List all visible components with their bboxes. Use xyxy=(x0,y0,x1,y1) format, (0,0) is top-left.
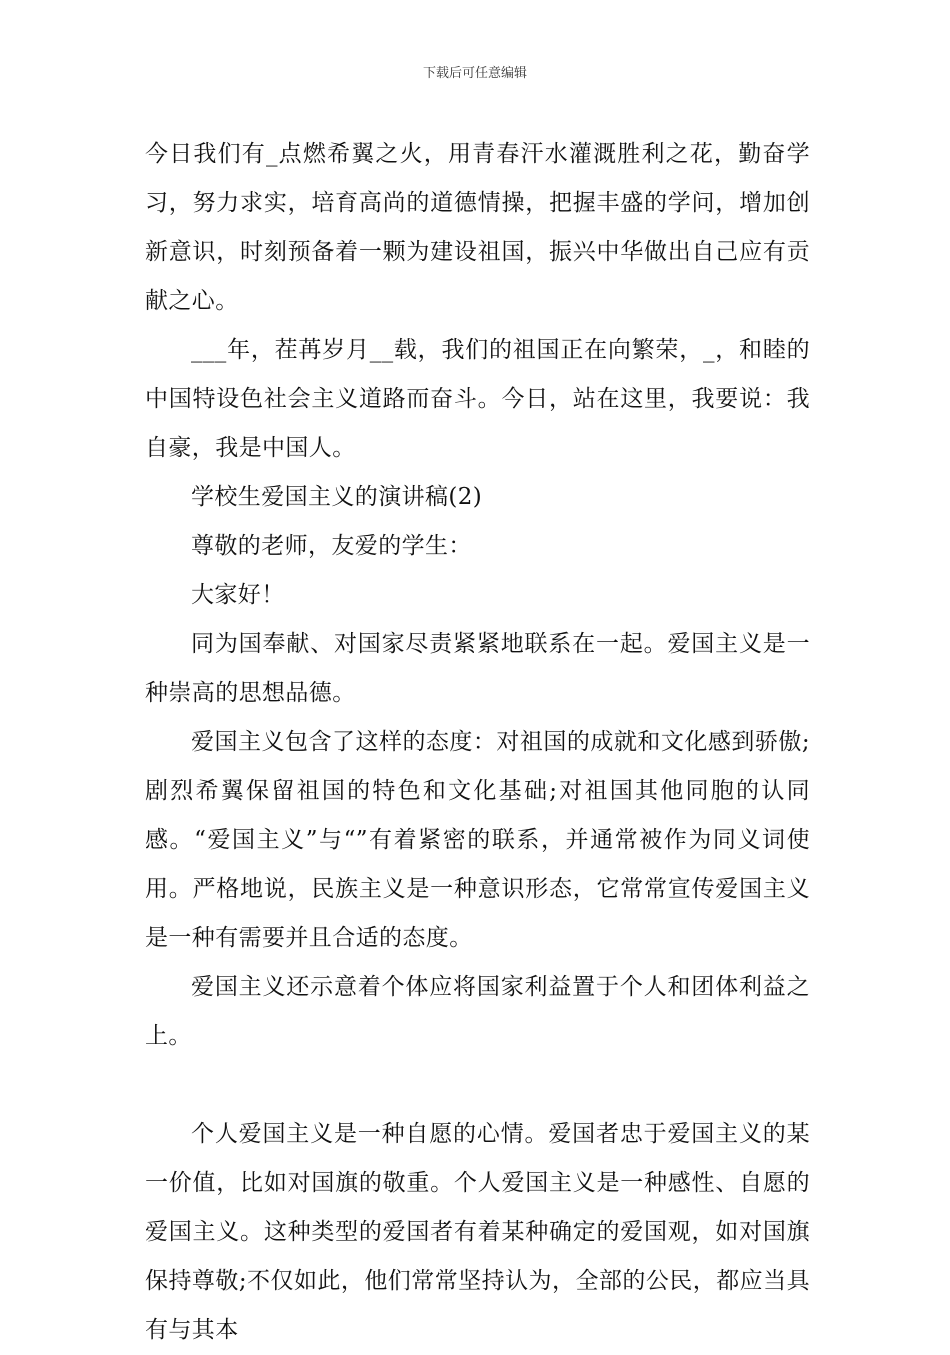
header-note: 下载后可任意编辑 xyxy=(422,66,527,81)
paragraph-3: 同为国奉献、对国家尽责紧紧地联系在一起。爱国主义是一种崇高的思想品德。 xyxy=(145,631,810,706)
paragraph-6: 个人爱国主义是一种自愿的心情。爱国者忠于爱国主义的某一价值，比如对国旗的敬重。个人爱国主义是一种感性、自愿的爱国主义。这种类型的爱国者有着某种确定的爱国观，如对国旗保持尊敬;不仅如此，他们常常坚持认为，全部的公民，都应当具有与其本 xyxy=(145,1121,810,1343)
salutation: 尊敬的老师，友爱的学生： xyxy=(191,533,472,559)
document-body xyxy=(145,130,810,1355)
paragraph-1: 今日我们有_点燃希翼之火，用青春汗水灌溉胜利之花，勤奋学习，努力求实，培育高尚的道德情操，把握丰盛的学问，增加创新意识，时刻预备着一颗为建设祖国，振兴中华做出自己应有贡献之心。 xyxy=(145,141,810,314)
paragraph-5: 爱国主义还示意着个体应将国家利益置于个人和团体利益之上。 xyxy=(145,974,810,1049)
greeting: 大家好！ xyxy=(191,582,285,608)
blank-line xyxy=(145,1061,810,1110)
paragraph-4: 爱国主义包含了这样的态度：对祖国的成就和文化感到骄傲;剧烈希翼保留祖国的特色和文化基础;对祖国其他同胞的认同感。“爱国主义”与“”有着紧密的联系，并通常被作为同义词使用。严格地说，民族主义是一种意识形态，它常常宣传爱国主义是一种有需要并且合适的态度。 xyxy=(145,729,810,951)
section-title: 学校生爱国主义的演讲稿(2) xyxy=(191,484,483,510)
paragraph-2: ___年，茬苒岁月__载，我们的祖国正在向繁荣，_，和睦的中国特设色社会主义道路而奋斗。今日，站在这里，我要说：我自豪，我是中国人。 xyxy=(145,337,810,461)
